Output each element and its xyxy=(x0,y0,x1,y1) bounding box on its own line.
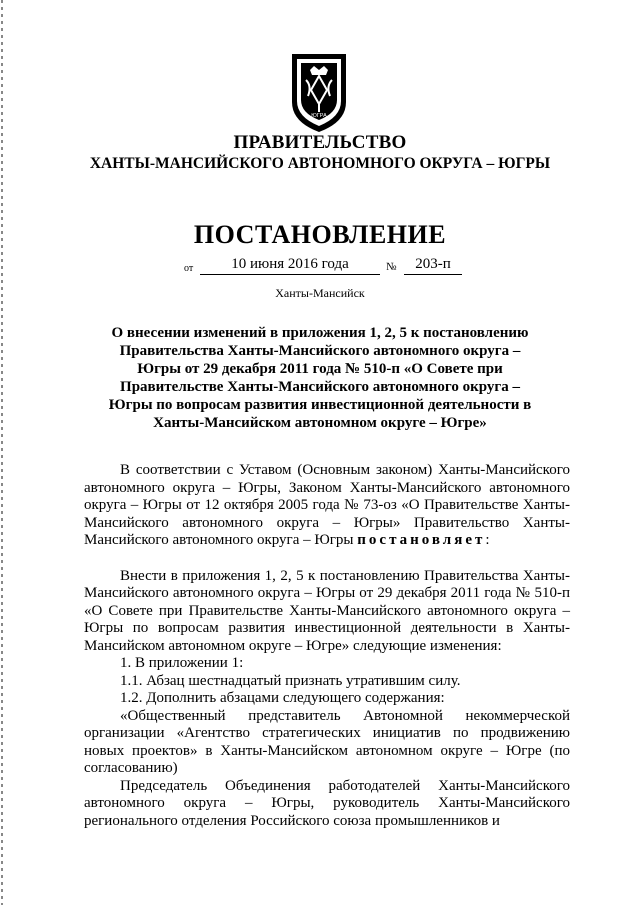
preamble-colon: : xyxy=(485,532,490,548)
government-subtitle: ХАНТЫ-МАНСИЙСКОГО АВТОНОМНОГО ОКРУГА – ЮГРЫ xyxy=(89,155,551,172)
emblem-text: ЮГРА xyxy=(311,113,327,119)
body-paragraph-item-1: 1. В приложении 1: xyxy=(120,655,244,671)
document-date: 10 июня 2016 года xyxy=(200,256,380,275)
document-subject: О внесении изменений в приложения 1, 2, 5 к постановлению Правительства Ханты-Мансийского автономного округа – Югры от 29 декабря 2011 года № 510-п «О Совете при Правительстве Ханты-Мансийского автономного округа – Югры по вопросам развития инвестиционной деятельности в Ханты-Мансийском автономном округе – Югре» xyxy=(108,325,532,431)
number-label: № xyxy=(386,261,397,273)
body-paragraph-item-1-2: 1.2. Дополнить абзацами следующего содержания: xyxy=(120,690,445,706)
body-paragraph-chairman: Председатель Объединения работодателей Ханты-Мансийского автономного округа – Югры, руководитель Ханты-Мансийского регионального отделения Российского союза промышленников и xyxy=(84,777,570,829)
preamble-text: В соответствии с Уставом (Основным законом) Ханты-Мансийского автономного округа – Югры, Законом Ханты-Мансийского автономного округа – Югры от 12 октября 2005 года № 73-оз «О Правительстве Ханты-Мансийского автономного округа – Югры» Правительство Ханты-Мансийского автономного округа – Югры xyxy=(84,462,570,548)
body-paragraph-amend: Внести в приложения 1, 2, 5 к постановлению Правительства Ханты-Мансийского автономного округа – Югры от 29 декабря 2011 года № 510-п «О Совете при Правительстве Ханты-Мансийского автономного округа – Югры по вопросам развития инвестиционной деятельности в Ханты-Мансийском автономном округе – Югре» следующие изменения: xyxy=(84,567,570,654)
resolves-keyword: постановляет xyxy=(357,532,486,548)
body-paragraph-preamble xyxy=(84,462,570,550)
document-number: 203-п xyxy=(404,256,462,275)
body-paragraph-item-1-1: 1.1. Абзац шестнадцатый признать утратившим силу. xyxy=(120,672,461,689)
date-number-line xyxy=(0,256,640,280)
date-label: от xyxy=(184,263,194,274)
government-title: ПРАВИТЕЛЬСТВО xyxy=(233,132,407,153)
khanty-mansiysk-coat-of-arms-icon xyxy=(286,48,352,134)
body-paragraph-representative: «Общественный представитель Автономной некоммерческой организации «Агентство стратегических инициатив по продвижению новых проектов» в Ханты-Мансийском автономном округе – Югре (по согласованию) xyxy=(84,707,570,776)
document-place: Ханты-Мансийск xyxy=(275,286,365,300)
document-body xyxy=(84,462,570,830)
document-type: ПОСТАНОВЛЕНИЕ xyxy=(193,220,447,249)
